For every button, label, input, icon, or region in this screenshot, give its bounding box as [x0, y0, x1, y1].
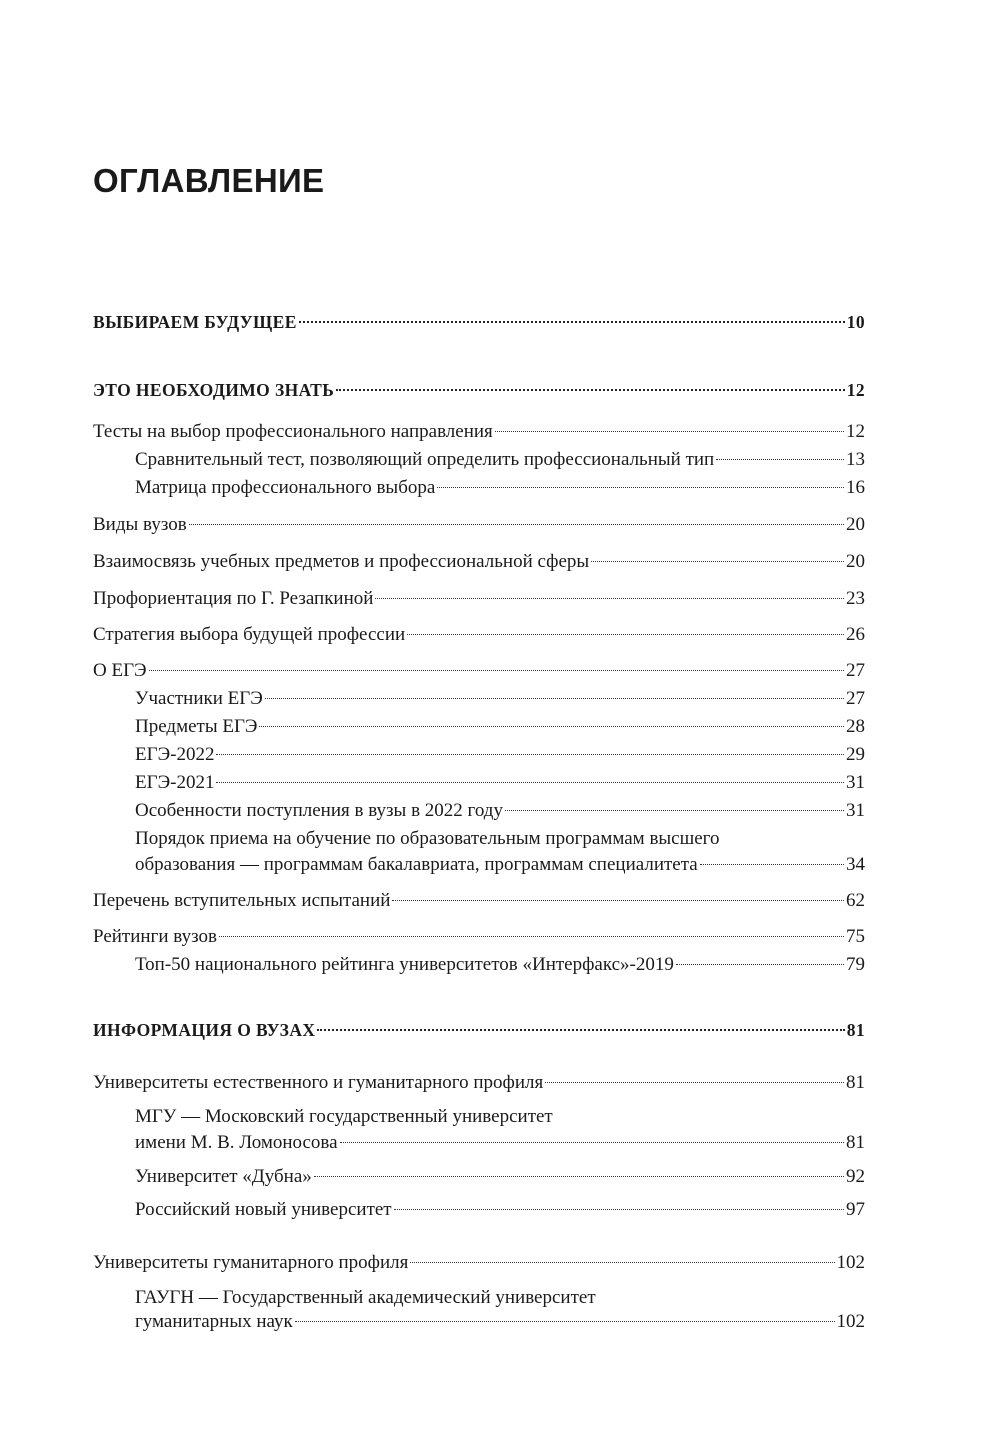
toc-entry-title: Российский новый университет: [135, 1199, 392, 1220]
dot-leader: [591, 561, 844, 562]
dot-leader: [265, 698, 844, 699]
toc-entry-title: ЕГЭ-2021: [135, 772, 215, 793]
toc-entry-title: Участники ЕГЭ: [135, 688, 263, 709]
toc-entry: [93, 308, 865, 336]
toc-entry-title: гуманитарных наук: [135, 1311, 293, 1332]
toc-entry-title: Университет «Дубна»: [135, 1166, 312, 1187]
toc-entry: [135, 446, 865, 474]
toc-entry-title: Предметы ЕГЭ: [135, 716, 258, 737]
toc-entry-page: 81: [846, 1020, 865, 1040]
toc-entry: [93, 657, 865, 685]
toc-entry-page: 27: [846, 660, 865, 681]
toc-entry-title: ВЫБИРАЕМ БУДУЩЕЕ: [93, 312, 297, 332]
dot-leader: [219, 936, 844, 937]
toc-entry-page: 81: [846, 1072, 865, 1093]
toc-entry-title-line: Порядок приема на обучение по образовательным программам высшего: [135, 828, 720, 849]
dot-leader: [299, 321, 845, 323]
dot-leader: [317, 1029, 844, 1031]
toc-entry-page: 102: [836, 1252, 865, 1273]
toc-entry-page: 34: [846, 854, 865, 875]
toc-entry-title: О ЕГЭ: [93, 660, 147, 681]
toc-entry-page: 62: [846, 890, 865, 911]
toc-entry-title: Стратегия выбора будущей профессии: [93, 624, 406, 645]
toc-entry-title: Перечень вступительных испытаний: [93, 890, 391, 911]
toc-entry: [135, 685, 865, 713]
dot-leader: [394, 1209, 844, 1210]
dot-leader: [216, 782, 844, 783]
dot-leader: [295, 1321, 835, 1322]
toc-entry-title: имени М. В. Ломоносова: [135, 1132, 338, 1153]
toc-entry-page: 81: [846, 1132, 865, 1153]
toc-entry-title: Тесты на выбор профессионального направления: [93, 421, 493, 442]
toc-entry: [135, 474, 865, 502]
dot-leader: [392, 900, 844, 901]
toc-entry: [93, 1069, 865, 1097]
page-title: ОГЛАВЛЕНИЕ: [93, 162, 325, 199]
toc-entry: [135, 1129, 865, 1157]
dot-leader: [216, 754, 844, 755]
toc-entry-title: Топ-50 национального рейтинга университетов «Интерфакс»-2019: [135, 954, 674, 975]
toc-entry: [93, 1249, 865, 1277]
toc-entry-title: Сравнительный тест, позволяющий определить профессиональный тип: [135, 449, 715, 470]
toc-entry-page: 75: [846, 926, 865, 947]
toc-entry-title: ИНФОРМАЦИЯ О ВУЗАХ: [93, 1020, 316, 1040]
dot-leader: [314, 1176, 844, 1177]
toc-entry: [135, 851, 865, 879]
toc-entry: [135, 951, 865, 979]
toc-entry-page: 29: [846, 744, 865, 765]
toc-entry: [135, 713, 865, 741]
toc-entry-page: 92: [846, 1166, 865, 1187]
dot-leader: [375, 598, 844, 599]
toc-entry-page: 23: [846, 588, 865, 609]
toc-entry-page: 79: [846, 954, 865, 975]
toc-entry: [93, 376, 865, 404]
toc-entry-title: Взаимосвязь учебных предметов и профессиональной сферы: [93, 551, 590, 572]
dot-leader: [505, 810, 844, 811]
toc-entry-title-line: МГУ — Московский государственный университет: [135, 1106, 553, 1127]
toc-entry-page: 97: [846, 1199, 865, 1220]
dot-leader: [676, 964, 844, 965]
dot-leader: [149, 670, 844, 671]
toc-entry: [93, 511, 865, 539]
toc-entry-page: 12: [846, 421, 865, 442]
toc-entry-page: 31: [846, 800, 865, 821]
toc-entry: [135, 1163, 865, 1191]
dot-leader: [407, 634, 844, 635]
toc-entry-title: Профориентация по Г. Резапкиной: [93, 588, 374, 609]
toc-entry-title: ЭТО НЕОБХОДИМО ЗНАТЬ: [93, 380, 335, 400]
dot-leader: [189, 524, 844, 525]
toc-entry: [93, 887, 865, 915]
toc-entry-page: 16: [846, 477, 865, 498]
toc-entry: [135, 769, 865, 797]
toc-entry: [135, 1308, 865, 1336]
toc-entry-page: 102: [836, 1311, 865, 1332]
toc-entry: [93, 1016, 865, 1044]
toc-entry: [135, 797, 865, 825]
dot-leader: [700, 864, 844, 865]
toc-entry-page: 26: [846, 624, 865, 645]
toc-entry-title: Особенности поступления в вузы в 2022 году: [135, 800, 503, 821]
dot-leader: [545, 1082, 844, 1083]
toc-entry-title: Виды вузов: [93, 514, 187, 535]
toc-entry-title: ЕГЭ-2022: [135, 744, 215, 765]
toc-entry-page: 20: [846, 514, 865, 535]
toc-entry: [135, 1196, 865, 1224]
toc-entry-title: Матрица профессионального выбора: [135, 477, 436, 498]
toc-entry-page: 31: [846, 772, 865, 793]
toc-entry-title: Университеты естественного и гуманитарного профиля: [93, 1072, 544, 1093]
toc-entry-title: Рейтинги вузов: [93, 926, 217, 947]
dot-leader: [336, 389, 845, 391]
toc-entry-title: Университеты гуманитарного профиля: [93, 1252, 409, 1273]
dot-leader: [495, 431, 844, 432]
toc-entry-page: 20: [846, 551, 865, 572]
toc-entry: [93, 548, 865, 576]
dot-leader: [716, 459, 844, 460]
toc-entry-page: 10: [846, 312, 865, 332]
toc-entry-page: 27: [846, 688, 865, 709]
toc-entry: [135, 741, 865, 769]
toc-entry-page: 28: [846, 716, 865, 737]
toc-entry: [93, 621, 865, 649]
toc-entry: [93, 923, 865, 951]
dot-leader: [437, 487, 844, 488]
toc-entry-title-line: ГАУГН — Государственный академический университет: [135, 1287, 596, 1308]
dot-leader: [259, 726, 844, 727]
toc-entry: [93, 418, 865, 446]
toc-entry: [93, 585, 865, 613]
dot-leader: [410, 1262, 834, 1263]
dot-leader: [340, 1142, 844, 1143]
toc-entry-title: образования — программам бакалавриата, программам специалитета: [135, 854, 698, 875]
toc-entry-page: 12: [846, 380, 865, 400]
toc-entry-page: 13: [846, 449, 865, 470]
